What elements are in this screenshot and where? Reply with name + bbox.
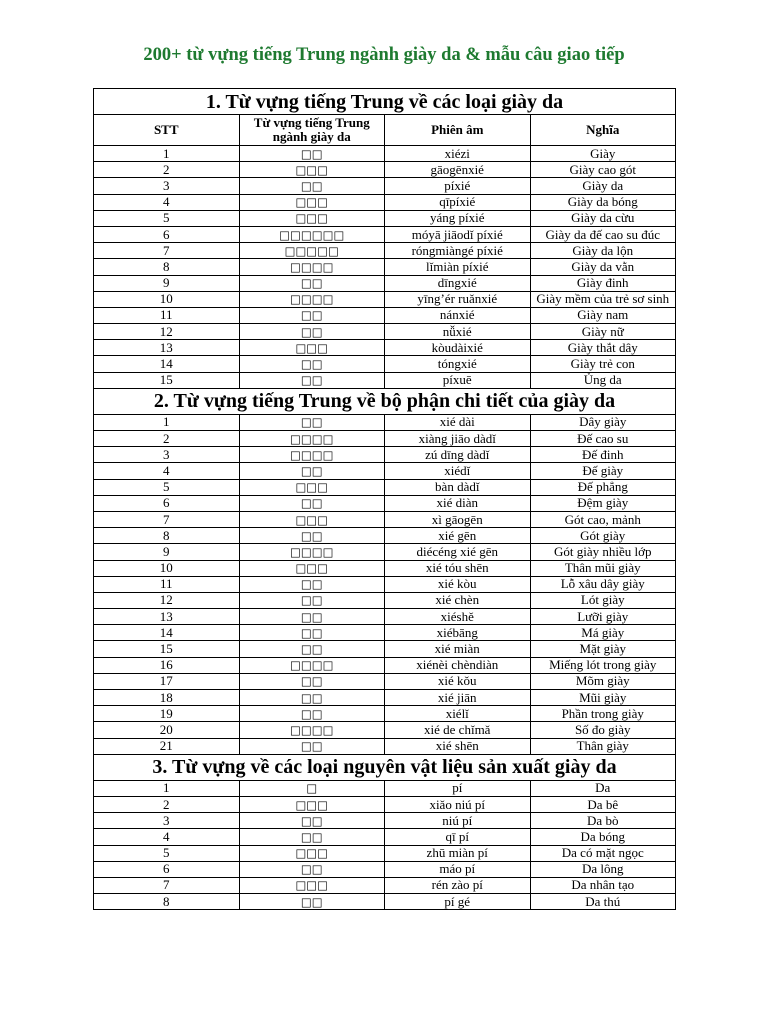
cell-meaning: Lưỡi giày <box>530 609 676 625</box>
cell-meaning: Má giày <box>530 625 676 641</box>
cell-word: □□ <box>239 178 385 194</box>
cell-pinyin: pí <box>385 780 531 796</box>
cell-pinyin: zhū miàn pí <box>385 845 531 861</box>
cell-pinyin: xié chèn <box>385 592 531 608</box>
cell-word: □□ <box>239 813 385 829</box>
section-heading: 3. Từ vựng về các loại nguyên vật liệu sản xuất giày da <box>94 754 676 780</box>
page-title: 200+ từ vựng tiếng Trung ngành giày da & mẫu câu giao tiếp <box>143 45 625 65</box>
cell-word: □□□□ <box>239 291 385 307</box>
cell-stt: 3 <box>94 447 240 463</box>
table-row <box>94 495 676 511</box>
cell-word: □□ <box>239 463 385 479</box>
cell-pinyin: lǐmiàn píxié <box>385 259 531 275</box>
cell-word: □□ <box>239 690 385 706</box>
cell-stt: 12 <box>94 592 240 608</box>
table-row <box>94 356 676 372</box>
cell-stt: 8 <box>94 894 240 910</box>
cell-word: □□ <box>239 592 385 608</box>
cell-pinyin: xié jiān <box>385 690 531 706</box>
cell-pinyin: pí gé <box>385 894 531 910</box>
cell-meaning: Da bê <box>530 796 676 812</box>
cell-pinyin: zú dīng dàdǐ <box>385 447 531 463</box>
cell-meaning: Gót giày <box>530 528 676 544</box>
cell-pinyin: píxié <box>385 178 531 194</box>
table-row <box>94 657 676 673</box>
cell-stt: 1 <box>94 414 240 430</box>
cell-meaning: Giày da đế cao su đúc <box>530 226 676 242</box>
cell-stt: 11 <box>94 307 240 323</box>
cell-stt: 4 <box>94 194 240 210</box>
table-row <box>94 706 676 722</box>
table-row <box>94 307 676 323</box>
cell-meaning: Giày da lộn <box>530 243 676 259</box>
cell-stt: 4 <box>94 463 240 479</box>
cell-meaning: Da <box>530 780 676 796</box>
cell-stt: 9 <box>94 275 240 291</box>
column-header-word: Từ vựng tiếng Trung ngành giày da <box>239 115 385 146</box>
cell-pinyin: róngmiàngé píxié <box>385 243 531 259</box>
cell-stt: 11 <box>94 576 240 592</box>
cell-word: □□ <box>239 829 385 845</box>
cell-stt: 20 <box>94 722 240 738</box>
table-row <box>94 780 676 796</box>
cell-meaning: Giày da bóng <box>530 194 676 210</box>
table-row <box>94 861 676 877</box>
cell-word: □□ <box>239 495 385 511</box>
cell-meaning: Giày cao gót <box>530 162 676 178</box>
cell-stt: 8 <box>94 259 240 275</box>
cell-meaning: Gót cao, mảnh <box>530 511 676 527</box>
cell-word: □□ <box>239 609 385 625</box>
cell-meaning: Da có mặt ngọc <box>530 845 676 861</box>
cell-meaning: Miếng lót trong giày <box>530 657 676 673</box>
cell-meaning: Dây giày <box>530 414 676 430</box>
table-row <box>94 690 676 706</box>
cell-stt: 2 <box>94 431 240 447</box>
cell-word: □□ <box>239 528 385 544</box>
column-header-meaning: Nghĩa <box>530 115 676 146</box>
table-row <box>94 560 676 576</box>
cell-meaning: Ủng da <box>530 372 676 388</box>
cell-word: □□ <box>239 641 385 657</box>
cell-stt: 15 <box>94 641 240 657</box>
table-row <box>94 894 676 910</box>
cell-stt: 12 <box>94 324 240 340</box>
cell-stt: 10 <box>94 291 240 307</box>
cell-pinyin: xié diàn <box>385 495 531 511</box>
table-row <box>94 372 676 388</box>
cell-pinyin: kòudàixié <box>385 340 531 356</box>
table-row <box>94 259 676 275</box>
cell-word: □□□ <box>239 845 385 861</box>
cell-meaning: Thân giày <box>530 738 676 754</box>
table-row <box>94 210 676 226</box>
cell-word: □□ <box>239 738 385 754</box>
cell-stt: 6 <box>94 226 240 242</box>
table-row <box>94 431 676 447</box>
vocab-table <box>93 88 676 910</box>
cell-pinyin: xiéshě <box>385 609 531 625</box>
cell-meaning: Lỗ xâu dây giày <box>530 576 676 592</box>
cell-pinyin: xié kòu <box>385 576 531 592</box>
cell-meaning: Da lông <box>530 861 676 877</box>
cell-meaning: Da bò <box>530 813 676 829</box>
cell-word: □□□ <box>239 194 385 210</box>
cell-pinyin: gāogēnxié <box>385 162 531 178</box>
cell-word: □□ <box>239 861 385 877</box>
cell-stt: 21 <box>94 738 240 754</box>
cell-pinyin: píxuē <box>385 372 531 388</box>
cell-meaning: Da thú <box>530 894 676 910</box>
cell-pinyin: bàn dàdǐ <box>385 479 531 495</box>
cell-stt: 15 <box>94 372 240 388</box>
table-row <box>94 813 676 829</box>
cell-stt: 4 <box>94 829 240 845</box>
cell-meaning: Giày thắt dây <box>530 340 676 356</box>
cell-pinyin: xiélǐ <box>385 706 531 722</box>
table-row <box>94 625 676 641</box>
cell-meaning: Da nhân tạo <box>530 877 676 893</box>
cell-pinyin: xié tóu shēn <box>385 560 531 576</box>
table-row <box>94 479 676 495</box>
cell-pinyin: móyā jiāodǐ píxié <box>385 226 531 242</box>
vocab-table-body <box>94 89 676 910</box>
cell-word: □□□□ <box>239 431 385 447</box>
cell-pinyin: dīngxié <box>385 275 531 291</box>
cell-word: □□□ <box>239 511 385 527</box>
cell-meaning: Đế phẳng <box>530 479 676 495</box>
cell-pinyin: rén zào pí <box>385 877 531 893</box>
cell-word: □□ <box>239 673 385 689</box>
cell-stt: 7 <box>94 511 240 527</box>
cell-stt: 1 <box>94 780 240 796</box>
section-heading: 1. Từ vựng tiếng Trung về các loại giày da <box>94 89 676 115</box>
cell-meaning: Mặt giày <box>530 641 676 657</box>
cell-stt: 2 <box>94 796 240 812</box>
cell-pinyin: yīng’ér ruǎnxié <box>385 291 531 307</box>
cell-pinyin: xiénèi chèndiàn <box>385 657 531 673</box>
cell-word: □□□ <box>239 210 385 226</box>
cell-meaning: Gót giày nhiều lớp <box>530 544 676 560</box>
cell-pinyin: diécéng xié gēn <box>385 544 531 560</box>
cell-pinyin: nánxié <box>385 307 531 323</box>
column-header-stt: STT <box>94 115 240 146</box>
cell-word: □□ <box>239 372 385 388</box>
table-row <box>94 641 676 657</box>
cell-pinyin: xié de chǐmǎ <box>385 722 531 738</box>
cell-pinyin: nǚxié <box>385 324 531 340</box>
cell-pinyin: xié miàn <box>385 641 531 657</box>
cell-meaning: Mũi giày <box>530 690 676 706</box>
cell-pinyin: yáng píxié <box>385 210 531 226</box>
cell-stt: 6 <box>94 495 240 511</box>
cell-meaning: Mõm giày <box>530 673 676 689</box>
cell-meaning: Giày nam <box>530 307 676 323</box>
cell-stt: 2 <box>94 162 240 178</box>
cell-pinyin: qīpíxié <box>385 194 531 210</box>
cell-stt: 5 <box>94 210 240 226</box>
cell-stt: 18 <box>94 690 240 706</box>
cell-stt: 14 <box>94 356 240 372</box>
table-row <box>94 609 676 625</box>
table-row <box>94 324 676 340</box>
table-row <box>94 275 676 291</box>
table-row <box>94 414 676 430</box>
section-heading-row <box>94 89 676 115</box>
cell-meaning: Số đo giày <box>530 722 676 738</box>
table-row <box>94 178 676 194</box>
table-row <box>94 226 676 242</box>
column-header-pinyin: Phiên âm <box>385 115 531 146</box>
table-row <box>94 528 676 544</box>
cell-stt: 13 <box>94 609 240 625</box>
cell-meaning: Giày đinh <box>530 275 676 291</box>
table-row <box>94 738 676 754</box>
table-row <box>94 447 676 463</box>
cell-meaning: Giày mềm của trẻ sơ sinh <box>530 291 676 307</box>
cell-word: □□□ <box>239 162 385 178</box>
cell-word: □□ <box>239 625 385 641</box>
table-row <box>94 463 676 479</box>
cell-stt: 14 <box>94 625 240 641</box>
cell-pinyin: xiédǐ <box>385 463 531 479</box>
cell-meaning: Đệm giày <box>530 495 676 511</box>
cell-word: □□ <box>239 324 385 340</box>
table-row <box>94 146 676 162</box>
table-row <box>94 796 676 812</box>
cell-word: □□□□ <box>239 447 385 463</box>
table-row <box>94 673 676 689</box>
cell-word: □□□□ <box>239 657 385 673</box>
table-row <box>94 511 676 527</box>
cell-meaning: Đế cao su <box>530 431 676 447</box>
cell-pinyin: xiézi <box>385 146 531 162</box>
cell-stt: 7 <box>94 877 240 893</box>
cell-word: □□□□ <box>239 722 385 738</box>
cell-word: □□□ <box>239 340 385 356</box>
table-row <box>94 162 676 178</box>
cell-stt: 19 <box>94 706 240 722</box>
section-heading-row <box>94 754 676 780</box>
cell-meaning: Lót giày <box>530 592 676 608</box>
table-row <box>94 722 676 738</box>
cell-meaning: Da bóng <box>530 829 676 845</box>
table-row <box>94 194 676 210</box>
cell-meaning: Giày da cừu <box>530 210 676 226</box>
cell-word: □□ <box>239 706 385 722</box>
cell-meaning: Thân mũi giày <box>530 560 676 576</box>
cell-stt: 17 <box>94 673 240 689</box>
section-heading-row <box>94 388 676 414</box>
table-row <box>94 877 676 893</box>
cell-meaning: Giày <box>530 146 676 162</box>
cell-word: □□ <box>239 307 385 323</box>
cell-meaning: Giày da <box>530 178 676 194</box>
cell-stt: 3 <box>94 813 240 829</box>
cell-word: □□□ <box>239 560 385 576</box>
cell-stt: 9 <box>94 544 240 560</box>
cell-word: □□□ <box>239 479 385 495</box>
cell-word: □□ <box>239 576 385 592</box>
cell-word: □□ <box>239 146 385 162</box>
cell-stt: 5 <box>94 845 240 861</box>
cell-pinyin: xié dài <box>385 414 531 430</box>
cell-pinyin: máo pí <box>385 861 531 877</box>
cell-stt: 10 <box>94 560 240 576</box>
cell-pinyin: xì gāogēn <box>385 511 531 527</box>
cell-word: □□□□ <box>239 259 385 275</box>
cell-stt: 7 <box>94 243 240 259</box>
cell-pinyin: xié kǒu <box>385 673 531 689</box>
cell-meaning: Đế đinh <box>530 447 676 463</box>
cell-pinyin: xié shēn <box>385 738 531 754</box>
cell-stt: 6 <box>94 861 240 877</box>
cell-pinyin: xié gēn <box>385 528 531 544</box>
cell-meaning: Giày da vằn <box>530 259 676 275</box>
cell-meaning: Phần trong giày <box>530 706 676 722</box>
cell-stt: 5 <box>94 479 240 495</box>
cell-meaning: Giày nữ <box>530 324 676 340</box>
cell-word: □□□□ <box>239 544 385 560</box>
cell-meaning: Giày trẻ con <box>530 356 676 372</box>
cell-word: □□ <box>239 275 385 291</box>
table-row <box>94 291 676 307</box>
cell-word: □□ <box>239 894 385 910</box>
cell-pinyin: niú pí <box>385 813 531 829</box>
cell-pinyin: qī pí <box>385 829 531 845</box>
cell-word: □□□□□ <box>239 243 385 259</box>
section-heading: 2. Từ vựng tiếng Trung về bộ phận chi tiết của giày da <box>94 388 676 414</box>
cell-word: □ <box>239 780 385 796</box>
cell-meaning: Đế giày <box>530 463 676 479</box>
cell-stt: 8 <box>94 528 240 544</box>
table-row <box>94 592 676 608</box>
cell-pinyin: tóngxié <box>385 356 531 372</box>
cell-stt: 1 <box>94 146 240 162</box>
table-row <box>94 544 676 560</box>
cell-word: □□□□□□ <box>239 226 385 242</box>
table-row <box>94 576 676 592</box>
cell-word: □□□ <box>239 877 385 893</box>
table-row <box>94 845 676 861</box>
table-row <box>94 340 676 356</box>
cell-word: □□ <box>239 356 385 372</box>
cell-word: □□□ <box>239 796 385 812</box>
cell-pinyin: xiǎo niú pí <box>385 796 531 812</box>
table-row <box>94 829 676 845</box>
cell-pinyin: xiébāng <box>385 625 531 641</box>
table-row <box>94 243 676 259</box>
cell-stt: 13 <box>94 340 240 356</box>
cell-word: □□ <box>239 414 385 430</box>
cell-pinyin: xiàng jiāo dàdǐ <box>385 431 531 447</box>
cell-stt: 3 <box>94 178 240 194</box>
cell-stt: 16 <box>94 657 240 673</box>
column-header-row <box>94 115 676 146</box>
